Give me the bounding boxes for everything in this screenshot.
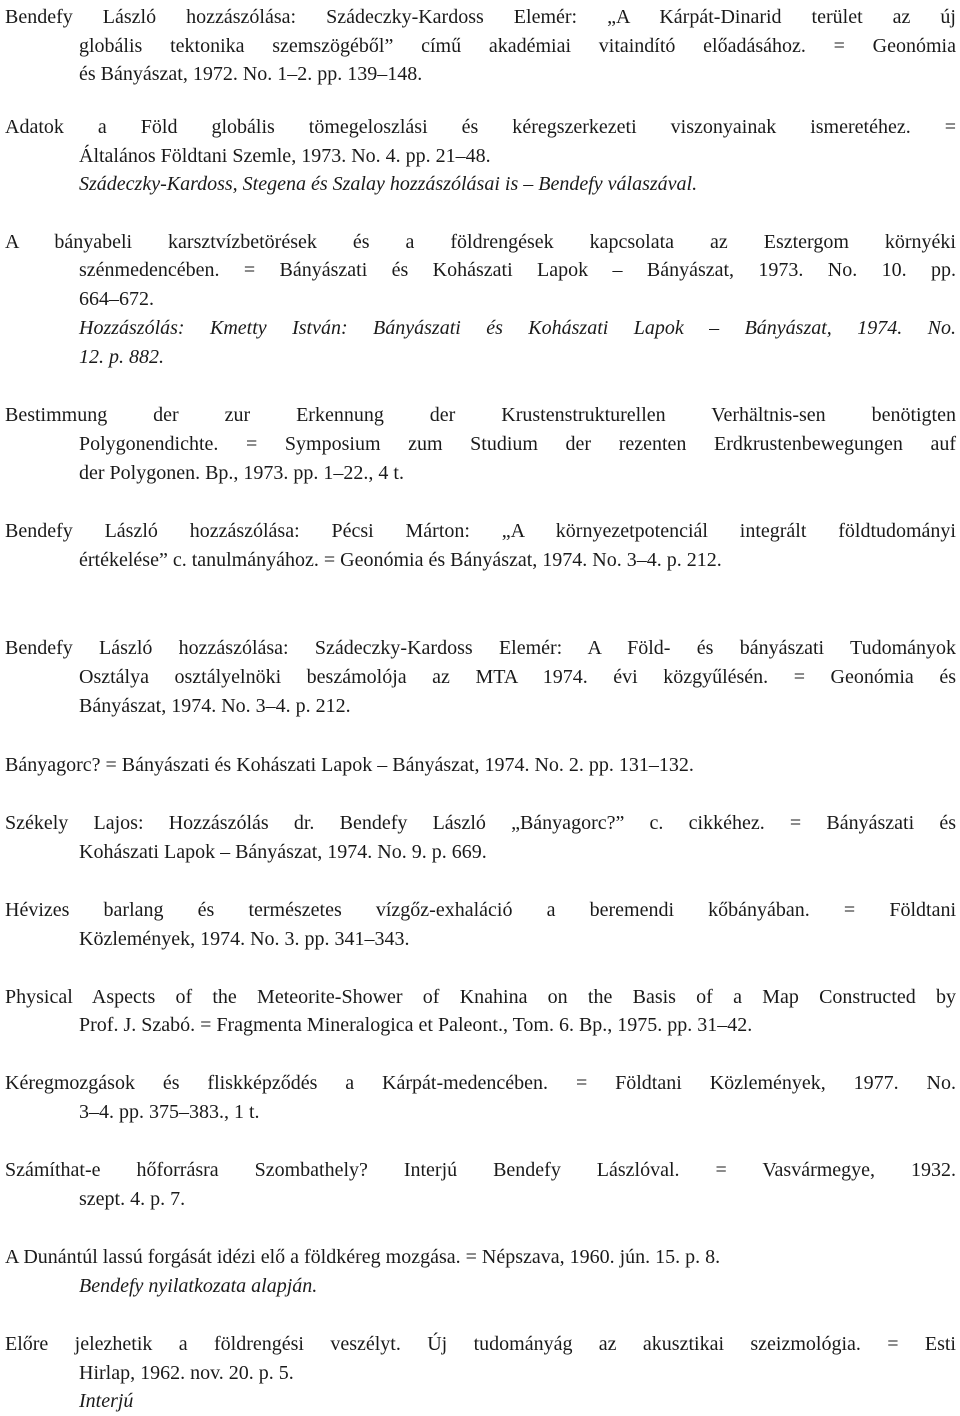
entry-line: Bendefy László hozzászólása: Pécsi Márton: „A környezetpotenciál integrált földtudományi (5, 520, 956, 542)
entry-line: Számíthat-e hőforrásra Szombathely? Interjú Bendefy Lászlóval. = Vasvármegye, 1932. (5, 1159, 956, 1181)
entry-line: der Polygonen. Bp., 1973. pp. 1–22., 4 t. (79, 462, 404, 484)
entry-line: Hozzászólás: Kmetty István: Bányászati és Kohászati Lapok – Bányászat, 1974. No. (79, 317, 956, 339)
entry-line: Előre jelezhetik a földrengési veszélyt. Új tudományág az akusztikai szeizmológia. = Esti (5, 1333, 956, 1355)
entry-line: globális tektonika szemszögéből” című akadémiai vitaindító előadásához. = Geonómia (79, 35, 956, 57)
entry-line: Physical Aspects of the Meteorite-Shower of Knahina on the Basis of a Map Constructed by (5, 986, 956, 1008)
entry-line: Bendefy László hozzászólása: Szádeczky-Kardoss Elemér: „A Kárpát-Dinarid terület az új (5, 6, 956, 28)
entry-line: 12. p. 882. (79, 346, 164, 368)
entry-line: Székely Lajos: Hozzászólás dr. Bendefy László „Bányagorc?” c. cikkéhez. = Bányászati és (5, 812, 956, 834)
entry-line: Osztálya osztályelnöki beszámolója az MTA 1974. évi közgyűlésén. = Geonómia és (79, 666, 956, 688)
entry-line: 3–4. pp. 375–383., 1 t. (79, 1101, 260, 1123)
entry-line: Kohászati Lapok – Bányászat, 1974. No. 9. p. 669. (79, 841, 487, 863)
entry-line: A bányabeli karsztvízbetörések és a földrengések kapcsolata az Esztergom környéki (5, 231, 956, 253)
entry-line: Hévizes barlang és természetes vízgőz-exhaláció a beremendi kőbányában. = Földtani (5, 899, 956, 921)
entry-line: Polygonendichte. = Symposium zum Studium der rezenten Erdkrustenbewegungen auf (79, 433, 956, 455)
entry-line: Bendefy nyilatkozata alapján. (79, 1275, 318, 1297)
entry-line: 664–672. (79, 288, 154, 310)
entry-line: Prof. J. Szabó. = Fragmenta Mineralogica et Paleont., Tom. 6. Bp., 1975. pp. 31–42. (79, 1014, 753, 1036)
entry-line: Bányászat, 1974. No. 3–4. p. 212. (79, 695, 351, 717)
entry-line: Interjú (79, 1390, 134, 1412)
entry-line: A Dunántúl lassú forgását idézi elő a földkéreg mozgása. = Népszava, 1960. jún. 15. p. 8. (5, 1246, 721, 1268)
entry-line: Bestimmung der zur Erkennung der Krustenstrukturellen Verhältnis-sen benötigten (5, 404, 956, 426)
entry-line: értékelése” c. tanulmányához. = Geonómia és Bányászat, 1974. No. 3–4. p. 212. (79, 549, 722, 571)
entry-line: és Bányászat, 1972. No. 1–2. pp. 139–148. (79, 63, 423, 85)
entry-line: szept. 4. p. 7. (79, 1188, 186, 1210)
entry-line: Általános Földtani Szemle, 1973. No. 4. pp. 21–48. (79, 145, 491, 167)
entry-line: Szádeczky-Kardoss, Stegena és Szalay hozzászólásai is – Bendefy válaszával. (79, 173, 698, 195)
entry-line: Bendefy László hozzászólása: Szádeczky-Kardoss Elemér: A Föld- és bányászati Tudományok (5, 637, 956, 659)
entry-line: Hirlap, 1962. nov. 20. p. 5. (79, 1362, 294, 1384)
entry-line: Kéregmozgások és fliskképződés a Kárpát-medencében. = Földtani Közlemények, 1977. No. (5, 1072, 956, 1094)
entry-line: Adatok a Föld globális tömegeloszlási és kéregszerkezeti viszonyainak ismeretéhez. = (5, 116, 956, 138)
entry-line: Bányagorc? = Bányászati és Kohászati Lapok – Bányászat, 1974. No. 2. pp. 131–132. (5, 754, 694, 776)
entry-line: Közlemények, 1974. No. 3. pp. 341–343. (79, 928, 410, 950)
entry-line: szénmedencében. = Bányászati és Kohászati Lapok – Bányászat, 1973. No. 10. pp. (79, 259, 956, 281)
